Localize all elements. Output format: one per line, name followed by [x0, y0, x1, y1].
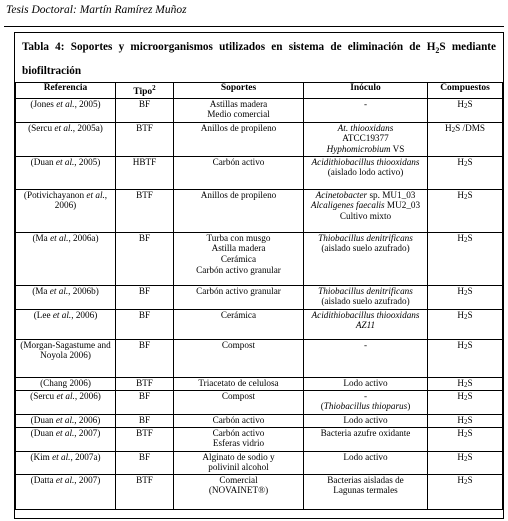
- cell-soportes: Cerámica: [174, 309, 304, 339]
- table-row: [16, 414, 503, 427]
- cell-compuestos: $H_2S$: [428, 339, 503, 377]
- cell-referencia: (Datta et al., 2007): [16, 474, 116, 509]
- table-row: [16, 427, 503, 451]
- cell-tipo: BF: [116, 232, 174, 285]
- cell-referencia: (Duan et al., 2005): [16, 156, 116, 189]
- cell-soportes: Carbón activo: [174, 156, 304, 189]
- cell-referencia: (Duan et al., 2007): [16, 427, 116, 451]
- table-row: [16, 451, 503, 474]
- cell-soportes: Compost: [174, 339, 304, 377]
- cell-tipo: BF: [116, 414, 174, 427]
- cell-soportes: Astillas madera Medio comercial: [174, 98, 304, 122]
- cell-referencia: (Sercu et al., 2006): [16, 390, 116, 414]
- table-row: [16, 98, 503, 122]
- cell-compuestos: $H_2S$ /DMS: [428, 122, 503, 156]
- cell-tipo: HBTF: [116, 156, 174, 189]
- table-row: [16, 156, 503, 189]
- col-header-tipo-sup: 2: [152, 84, 156, 92]
- cell-referencia: (Potivichayanon et al., 2006): [16, 189, 116, 232]
- table-row: [16, 189, 503, 232]
- cell-compuestos: $H_2S$: [428, 427, 503, 451]
- table-row: [16, 377, 503, 390]
- page-header: Tesis Doctoral: Martín Ramírez Muñoz: [6, 4, 187, 16]
- table-header-row: [16, 83, 503, 99]
- cell-tipo: BF: [116, 98, 174, 122]
- cell-referencia: (Morgan-Sagastume and Noyola 2006): [16, 339, 116, 377]
- cell-referencia: (Chang 2006): [16, 377, 116, 390]
- table-row: [16, 232, 503, 285]
- table-row: [16, 474, 503, 509]
- cell-soportes: Compost: [174, 390, 304, 414]
- table-row: [16, 339, 503, 377]
- cell-tipo: BF: [116, 309, 174, 339]
- cell-soportes: Turba con musgo Astilla madera Cerámica Carbón activo granular: [174, 232, 304, 285]
- cell-inoculo: Lodo activo: [304, 414, 428, 427]
- cell-compuestos: $H_2S$: [428, 156, 503, 189]
- cell-tipo: BTF: [116, 427, 174, 451]
- table-row: [16, 390, 503, 414]
- cell-soportes: Anillos de propileno: [174, 189, 304, 232]
- cell-compuestos: $H_2S$: [428, 390, 503, 414]
- caption-main: Tabla 4: Soportes y microorganismos utilizados en sistema de eliminación de H: [22, 41, 436, 53]
- table-row: [16, 285, 503, 309]
- cell-compuestos: $H_2S$: [428, 414, 503, 427]
- col-header-soportes: Soportes: [174, 83, 304, 99]
- col-header-tipo-label: Tipo: [133, 87, 153, 98]
- cell-referencia: (Ma et al., 2006b): [16, 285, 116, 309]
- cell-inoculo: Thiobacillus denitrificans (aislado suelo azufrado): [304, 232, 428, 285]
- cell-soportes: Carbón activo: [174, 414, 304, 427]
- col-header-tipo: [116, 83, 174, 99]
- cell-tipo: BF: [116, 285, 174, 309]
- cell-tipo: BTF: [116, 122, 174, 156]
- cell-soportes: Comercial (NOVAINET®): [174, 474, 304, 509]
- cell-inoculo: Bacterias aisladas de Lagunas termales: [304, 474, 428, 509]
- cell-inoculo: Lodo activo: [304, 377, 428, 390]
- cell-inoculo: -: [304, 339, 428, 377]
- col-header-compuestos: Compuestos: [428, 83, 503, 99]
- cell-inoculo: Acidithiobacillus thiooxidans AZ11: [304, 309, 428, 339]
- cell-referencia: (Duan et al., 2006): [16, 414, 116, 427]
- cell-inoculo: - (Thiobacillus thioparus): [304, 390, 428, 414]
- cell-referencia: (Jones et al., 2005): [16, 98, 116, 122]
- cell-inoculo: Thiobacillus denitrificans (aislado suelo azufrado): [304, 285, 428, 309]
- cell-soportes: Alginato de sodio y polivinil alcohol: [174, 451, 304, 474]
- cell-inoculo: At. thiooxidans ATCC19377 Hyphomicrobium VS: [304, 122, 428, 156]
- cell-soportes: Anillos de propileno: [174, 122, 304, 156]
- cell-compuestos: $H_2S$: [428, 451, 503, 474]
- cell-tipo: BF: [116, 451, 174, 474]
- cell-tipo: BTF: [116, 474, 174, 509]
- cell-compuestos: $H_2S$: [428, 377, 503, 390]
- cell-compuestos: $H_2S$: [428, 474, 503, 509]
- cell-compuestos: $H_2S$: [428, 285, 503, 309]
- cell-referencia: (Ma et al., 2006a): [16, 232, 116, 285]
- cell-inoculo: Bacteria azufre oxidante: [304, 427, 428, 451]
- cell-compuestos: $H_2S$: [428, 232, 503, 285]
- cell-compuestos: $H_2S$: [428, 309, 503, 339]
- cell-soportes: Carbón activo Esferas vidrio: [174, 427, 304, 451]
- cell-soportes: Carbón activo granular: [174, 285, 304, 309]
- table-row: [16, 309, 503, 339]
- supports-table: [15, 82, 503, 510]
- caption-subscript: 2: [435, 46, 440, 56]
- cell-compuestos: $H_2S$: [428, 98, 503, 122]
- table-row: [16, 122, 503, 156]
- header-rule: [4, 26, 504, 27]
- cell-inoculo: -: [304, 98, 428, 122]
- cell-referencia: (Kim et al., 2007a): [16, 451, 116, 474]
- cell-inoculo: Acidithiobacillus thiooxidans (aislado lodo activo): [304, 156, 428, 189]
- cell-inoculo: Acinetobacter sp. MU1_03 Alcaligenes faecalis MU2_03 Cultivo mixto: [304, 189, 428, 232]
- col-header-inoculo: Inóculo: [304, 83, 428, 99]
- cell-tipo: BTF: [116, 377, 174, 390]
- cell-referencia: (Lee et al., 2006): [16, 309, 116, 339]
- cell-referencia: (Sercu et al., 2005a): [16, 122, 116, 156]
- caption-end: S mediante biofiltración: [22, 41, 496, 78]
- table-caption: [22, 37, 496, 82]
- cell-compuestos: $H_2S$: [428, 189, 503, 232]
- col-header-referencia: Referencia: [16, 83, 116, 99]
- cell-soportes: Triacetato de celulosa: [174, 377, 304, 390]
- cell-tipo: BF: [116, 390, 174, 414]
- table-frame: [14, 32, 504, 519]
- cell-tipo: BTF: [116, 189, 174, 232]
- cell-tipo: BF: [116, 339, 174, 377]
- cell-inoculo: Lodo activo: [304, 451, 428, 474]
